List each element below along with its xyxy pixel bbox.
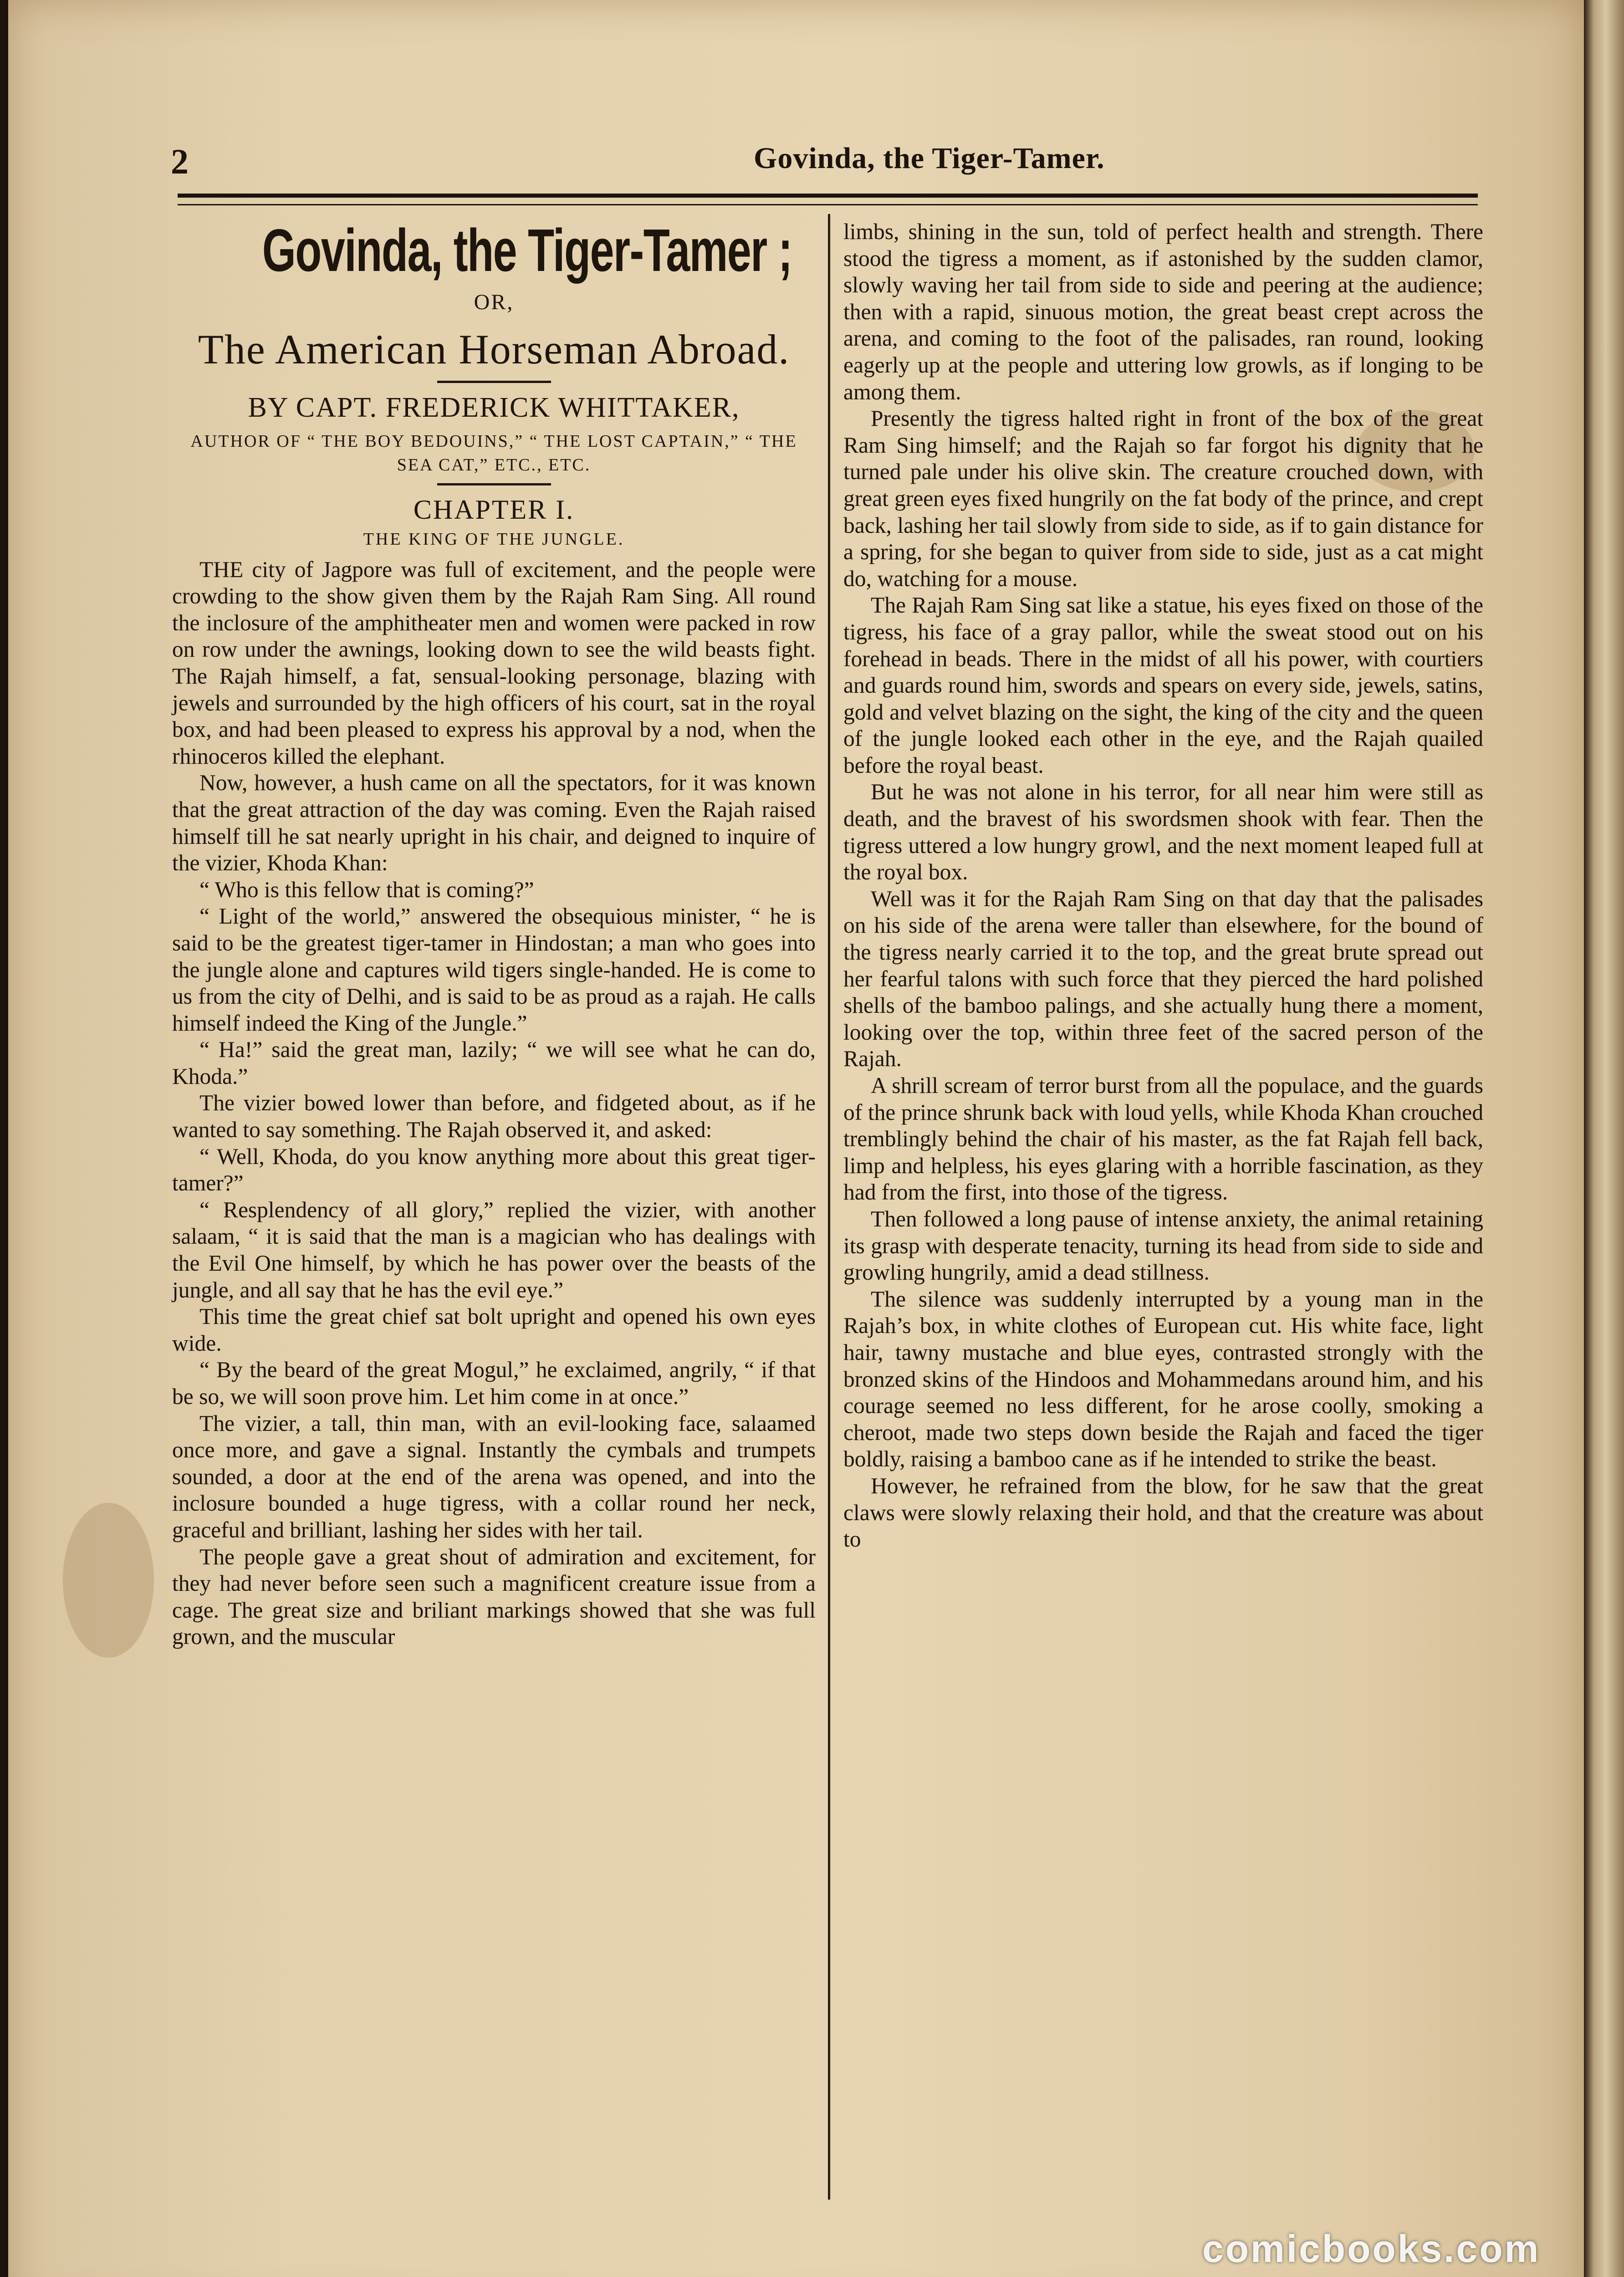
- story-title: Govinda, the Tiger-Tamer ;: [262, 217, 792, 284]
- paragraph: “ Resplendency of all glory,” replied the vizier, with another salaam, “ it is said that the man is a magician who has dealings with the Evil One himself, by which he has power over the beasts of the jungle, and all say that he has the evil eye.”: [172, 1197, 816, 1302]
- paragraph: Now, however, a hush came on all the spectators, for it was known that the great attraction of the day was coming. Even the Rajah raised himself till he sat nearly upright in his chair, and deigned to inquire of the vizier, Khoda Khan:: [172, 770, 816, 876]
- left-column: [172, 212, 816, 1650]
- running-head: [171, 141, 1482, 191]
- paper-stain: [63, 1503, 154, 1658]
- site-watermark: comicbooks.com: [1202, 2227, 1541, 2270]
- title-rule: [437, 381, 551, 383]
- paragraph: “ Well, Khoda, do you know anything more about this great tiger-tamer?”: [172, 1144, 816, 1196]
- paragraph: The vizier bowed lower than before, and fidgeted about, as if he wanted to say something. The Rajah observed it, and asked:: [172, 1090, 816, 1143]
- paragraph: “ Who is this fellow that is coming?”: [199, 877, 534, 902]
- paragraph: “ Ha!” said the great man, lazily; “ we will see what he can do, Khoda.”: [172, 1037, 816, 1089]
- paragraph: Presently the tigress halted right in front of the box of the great Ram Sing himself; and the Rajah so far forgot his dignity that he turned pale under his olive skin. The creature crouched down, with great green eyes fixed hungrily on the fat body of the prince, and crept back, lashing her tail slowly from side to side, as if to gain distance for a spring, for she began to quiver from side to side, just as a cat might do, watching for a mouse.: [843, 406, 1483, 591]
- column-divider: [828, 214, 830, 2200]
- paragraph: The vizier, a tall, thin man, with an evil-looking face, salaamed once more, and gave a signal. Instantly the cymbals and trumpets sounded, a door at the end of the arena was opened, and into the inclosure bounded a huge tigress, with a collar round her neck, graceful and brilliant, lashing her sides with her tail.: [172, 1410, 816, 1542]
- paragraph: However, he refrained from the blow, for he saw that the great claws were slowly relaxing their hold, and that the creature was about to: [843, 1473, 1483, 1552]
- paragraph: “ Light of the world,” answered the obsequious minister, “ he is said to be the greatest tiger-tamer in Hindostan; a man who goes into the jungle alone and captures wild tigers single-handed. He is come to us from the city of Delhi, and is said to be as proud as a rajah. He calls himself indeed the King of the Jungle.”: [172, 904, 816, 1036]
- paragraph: Then followed a long pause of intense anxiety, the animal retaining its grasp with desperate tenacity, turning its head from side to side and growling hungrily, amid a dead stillness.: [843, 1206, 1483, 1285]
- paragraph: “ By the beard of the great Mogul,” he exclaimed, angrily, “ if that be so, we will soon prove him. Let him come in at once.”: [172, 1357, 816, 1409]
- chapter-title: THE KING OF THE JUNGLE.: [363, 529, 625, 549]
- paragraph: A shrill scream of terror burst from all the populace, and the guards of the prince shrunk back with loud yells, while Khoda Khan crouched tremblingly behind the chair of his master, as the fat Rajah fell back, limp and helpless, his eyes glaring with a horrible fascination, as they had from the first, into those of the tigress.: [843, 1073, 1483, 1205]
- byline-rule: [437, 483, 551, 485]
- story-alternate-title: The American Horseman Abroad.: [198, 326, 790, 373]
- running-title: Govinda, the Tiger-Tamer.: [754, 142, 1105, 175]
- paragraph: The Rajah Ram Sing sat like a statue, his eyes fixed on those of the tigress, his face of a gray pallor, while the sweat stood out on his forehead in beads. There in the midst of all his power, with courtiers and guards round him, swords and spears on every side, jewels, satins, gold and velvet blazing on the sight, the king of the city and the queen of the jungle looked each other in the eye, and the Rajah quailed before the royal beast.: [843, 592, 1483, 778]
- author-byline: BY CAPT. FREDERICK WHITTAKER,: [248, 392, 740, 423]
- paragraph: Well was it for the Rajah Ram Sing on that day that the palisades on his side of the arena were taller than elsewhere, for the bound of the tigress nearly carried it to the top, and the great brute spread out her fearful talons with such force that they pierced the hard polished shells of the bamboo palings, and she actually hung there a moment, looking over the top, within three feet of the sacred person of the Rajah.: [843, 886, 1483, 1072]
- page-number: 2: [171, 142, 189, 181]
- paragraph: THE city of Jagpore was full of excitement, and the people were crowding to the show given them by the Rajah Ram Sing. All round the inclosure of the amphitheater men and women were packed in row on row under the awnings, looking down to see the wild beasts fight. The Rajah himself, a fat, sensual-looking personage, blazing with jewels and surrounded by the high officers of his court, sat in the royal box, and had been pleased to express his approval by a nod, when the rhinoceros killed the elephant.: [172, 556, 816, 769]
- title-or: OR,: [474, 290, 514, 314]
- paragraph: This time the great chief sat bolt upright and opened his own eyes wide.: [172, 1304, 816, 1356]
- paragraph: The silence was suddenly interrupted by a young man in the Rajah’s box, in white clothes of European cut. His white face, light hair, tawny mustache and blue eyes, contrasted strongly with the bronzed skins of the Hindoos and Mohammedans around him, and his courage seemed no less different, for he arose coolly, smoking a cheroot, made two steps down beside the Rajah and faced the tiger boldly, raising a bamboo cane as if he intended to strike the beast.: [843, 1286, 1483, 1472]
- paragraph: The people gave a great shout of admiration and excitement, for they had never before seen such a magnificent creature issue from a cage. The great size and briliant markings showed that she was full grown, and the muscular: [172, 1544, 816, 1649]
- author-credits: AUTHOR OF “ THE BOY BEDOUINS,” “ THE LOST CAPTAIN,” “ THE SEA CAT,” ETC., ETC.: [190, 431, 797, 475]
- right-column: [843, 219, 1483, 1553]
- chapter-heading: CHAPTER I.: [413, 494, 575, 525]
- paragraph: limbs, shining in the sun, told of perfect health and strength. There stood the tigress a moment, as if astonished by the sudden clamor, slowly waving her tail from side to side and peering at the audience; then with a rapid, sinuous motion, the great beast crept across the arena, and coming to the foot of the palisades, ran round, looking eagerly up at the people and uttering low growls, as if longing to be among them.: [843, 219, 1483, 404]
- header-rule: [178, 194, 1478, 205]
- paragraph: But he was not alone in his terror, for all near him were still as death, and the bravest of his swordsmen shook with fear. Then the tigress uttered a low hungry growl, and the next moment leaped full at the royal box.: [843, 779, 1483, 885]
- binding-spine: [1584, 0, 1624, 2277]
